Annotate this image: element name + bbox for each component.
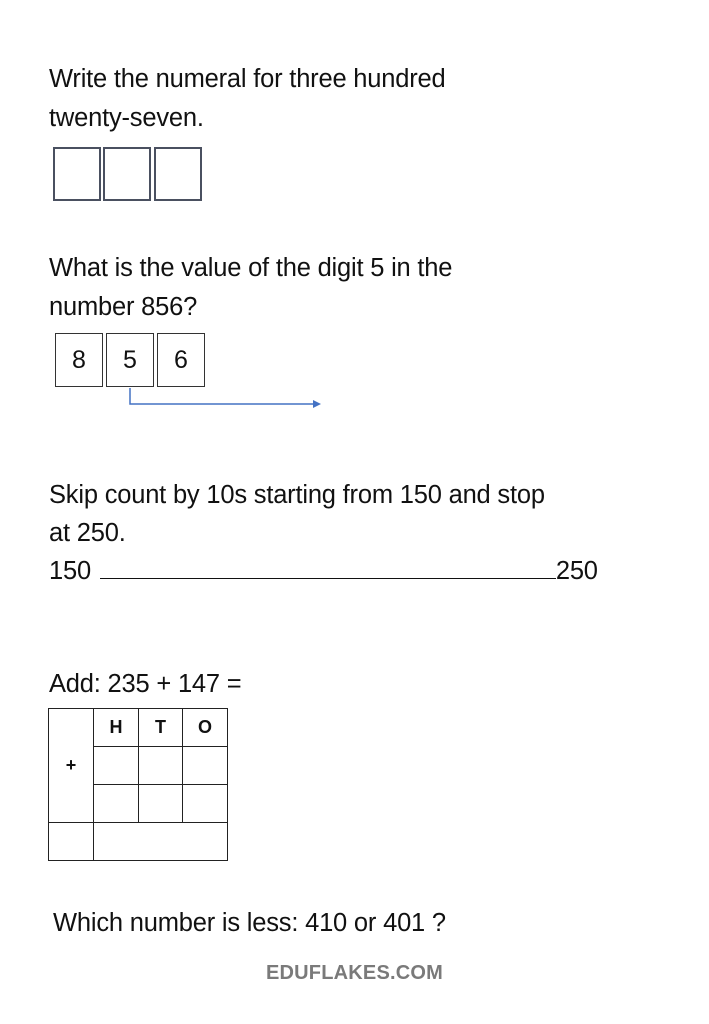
sum-answer-cell[interactable] [94, 823, 228, 861]
question-4-prompt: Add: 235 + 147 = [49, 670, 242, 698]
question-2-line-1: What is the value of the digit 5 in the [49, 254, 453, 282]
header-ones: O [183, 709, 228, 747]
digit-box-8: 8 [55, 333, 103, 387]
skip-count-end: 250 [555, 557, 598, 585]
question-5-prompt: Which number is less: 410 or 401 ? [53, 909, 446, 937]
addend2-tens[interactable] [139, 785, 183, 823]
footer-brand: EDUFLAKES.COM [265, 962, 444, 984]
addend2-ones[interactable] [183, 785, 228, 823]
addend1-ones[interactable] [183, 747, 228, 785]
header-hundreds: H [94, 709, 139, 747]
addend2-hundreds[interactable] [94, 785, 139, 823]
question-2-line-2: number 856? [49, 293, 198, 321]
header-tens: T [139, 709, 183, 747]
operator-cell: + [49, 709, 94, 823]
question-1-line-1: Write the numeral for three hundred [49, 65, 446, 93]
question-3-line-1: Skip count by 10s starting from 150 and stop [49, 481, 545, 509]
question-1-line-2: twenty-seven. [49, 104, 204, 132]
digit-box-5: 5 [106, 333, 154, 387]
skip-count-blank[interactable] [100, 552, 556, 579]
addition-table [48, 708, 228, 861]
addend1-tens[interactable] [139, 747, 183, 785]
skip-count-row [49, 552, 598, 590]
skip-count-start: 150 [49, 557, 91, 585]
addend1-hundreds[interactable] [94, 747, 139, 785]
question-3-line-2: at 250. [49, 519, 126, 547]
sum-label-cell [49, 823, 94, 861]
digit-box-6: 6 [157, 333, 205, 387]
